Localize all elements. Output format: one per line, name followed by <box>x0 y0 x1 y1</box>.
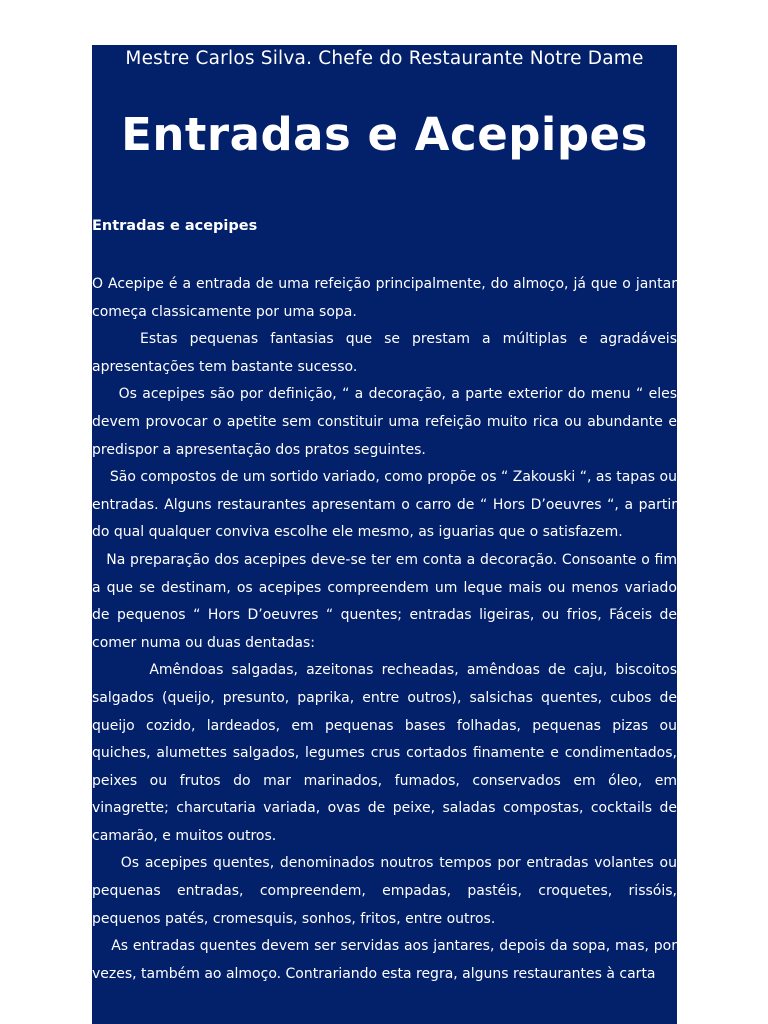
paragraph: Os acepipes quentes, denominados noutros tempos por entradas volantes ou pequenas entradas, compreendem, empadas, pastéis, croquetes, rissóis, pequenos patés, cromesquis, sonhos, fritos, entre outros. <box>92 855 677 927</box>
paragraph: Na preparação dos acepipes deve-se ter em conta a decoração. Consoante o fim a que se destinam, os acepipes compreendem um leque mais ou menos variado de pequenos “ Hors D’oeuvres “ quentes; entradas ligeiras, ou frios, Fáceis de comer numa ou duas dentadas: <box>92 551 677 651</box>
author-line: Mestre Carlos Silva. Chefe do Restaurante Notre Dame <box>125 48 644 69</box>
paragraph: São compostos de um sortido variado, como propõe os “ Zakouski “, as tapas ou entradas. Alguns restaurantes apresentam o carro de “ Hors D’oeuvres “, a partir do qual qualquer conviva escolhe ele mesmo, as iguarias que o satisfazem. <box>92 469 677 541</box>
section-heading: Entradas e acepipes <box>92 218 258 234</box>
paragraph: Estas pequenas fantasias que se prestam a múltiplas e agradáveis apresentações tem bastante sucesso. <box>92 331 677 375</box>
page-title: Entradas e Acepipes <box>121 108 648 161</box>
article-body <box>92 271 677 988</box>
paragraph: Os acepipes são por definição, “ a decoração, a parte exterior do menu “ eles devem provocar o apetite sem constituir uma refeição muito rica ou abundante e predispor a apresentação dos pratos seguintes. <box>92 386 677 458</box>
paragraph: Amêndoas salgadas, azeitonas recheadas, amêndoas de caju, biscoitos salgados (queijo, presunto, paprika, entre outros), salsichas quentes, cubos de queijo cozido, lardeados, em pequenas bases folhadas, pequenas pizas ou quiches, alumettes salgados, legumes crus cortados finamente e condimentados, peixes ou frutos do mar marinados, fumados, conservados em óleo, em vinagrette; charcutaria variada, ovas de peixe, saladas compostas, cocktails de camarão, e muitos outros. <box>92 662 677 844</box>
document-page <box>92 45 677 1024</box>
paragraph: O Acepipe é a entrada de uma refeição principalmente, do almoço, já que o jantar começa classicamente por uma sopa. <box>92 276 677 320</box>
paragraph: As entradas quentes devem ser servidas aos jantares, depois da sopa, mas, por vezes, também ao almoço. Contrariando esta regra, alguns restaurantes à carta <box>92 938 677 982</box>
